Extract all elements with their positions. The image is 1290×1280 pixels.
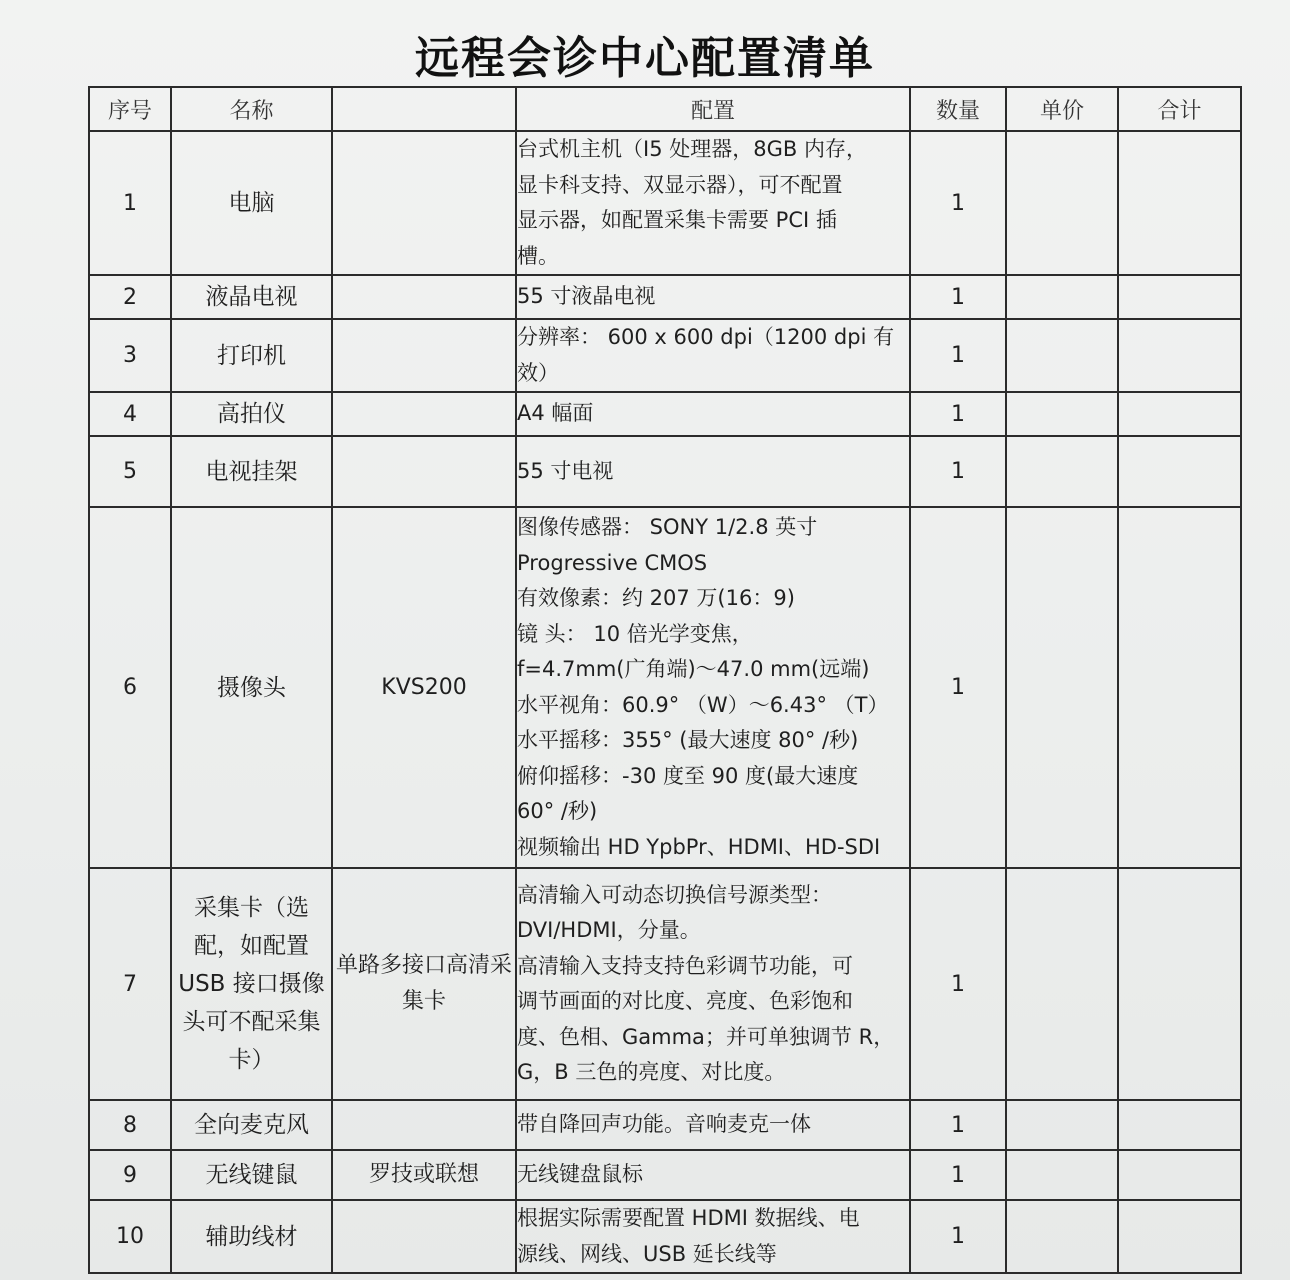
item-model xyxy=(332,275,516,319)
item-unit-price xyxy=(1006,507,1118,868)
table-row xyxy=(89,868,1241,1100)
item-total xyxy=(1118,392,1241,436)
item-config xyxy=(516,436,910,507)
item-unit-price xyxy=(1006,1200,1118,1273)
item-name: 高拍仪 xyxy=(171,392,332,436)
item-config xyxy=(516,275,910,319)
row-number: 2 xyxy=(89,275,171,319)
config-line: 显示器，如配置采集卡需要 PCI 插 xyxy=(517,208,837,232)
table-row xyxy=(89,1200,1241,1273)
item-quantity: 1 xyxy=(910,275,1006,319)
item-quantity: 1 xyxy=(910,392,1006,436)
item-quantity: 1 xyxy=(910,131,1006,275)
item-model xyxy=(332,1200,516,1273)
row-number: 4 xyxy=(89,392,171,436)
item-total xyxy=(1118,275,1241,319)
item-config xyxy=(516,1200,910,1273)
row-number: 10 xyxy=(89,1200,171,1273)
item-name: 摄像头 xyxy=(171,507,332,868)
config-line: 台式机主机（I5 处理器，8GB 内存， xyxy=(517,137,867,161)
config-line: 有效像素：约 207 万(16：9) xyxy=(517,586,795,610)
header-config: 配置 xyxy=(516,87,910,131)
table-row xyxy=(89,275,1241,319)
item-model: 单路多接口高清采集卡 xyxy=(332,868,516,1100)
config-line: 槽。 xyxy=(517,243,559,268)
item-config xyxy=(516,868,910,1100)
row-number: 6 xyxy=(89,507,171,868)
row-number: 1 xyxy=(89,131,171,275)
header-blank xyxy=(332,87,516,131)
table-row xyxy=(89,131,1241,275)
item-name: 电脑 xyxy=(171,131,332,275)
config-line: 调节画面的对比度、亮度、色彩饱和 xyxy=(517,989,853,1013)
config-line: 60° /秒) xyxy=(517,799,598,823)
config-line: 55 寸液晶电视 xyxy=(517,284,656,309)
item-total xyxy=(1118,131,1241,275)
item-unit-price xyxy=(1006,436,1118,507)
item-quantity: 1 xyxy=(910,1200,1006,1273)
item-name: 打印机 xyxy=(171,319,332,392)
table-header-row xyxy=(89,87,1241,131)
document-title: 远程会诊中心配置清单 xyxy=(415,33,875,84)
config-line: 水平视角：60.9° （W）～6.43° （T） xyxy=(517,692,889,717)
row-number: 9 xyxy=(89,1150,171,1200)
item-quantity: 1 xyxy=(910,1100,1006,1150)
row-number: 7 xyxy=(89,868,171,1100)
item-quantity: 1 xyxy=(910,319,1006,392)
item-config xyxy=(516,1150,910,1200)
item-total xyxy=(1118,319,1241,392)
item-unit-price xyxy=(1006,392,1118,436)
config-line: 镜 头： 10 倍光学变焦， xyxy=(517,621,753,646)
item-unit-price xyxy=(1006,319,1118,392)
item-model xyxy=(332,1100,516,1150)
config-line: A4 幅面 xyxy=(517,401,594,426)
config-line: 高清输入可动态切换信号源类型： xyxy=(517,882,832,907)
config-line: 55 寸电视 xyxy=(517,458,614,483)
item-model: 罗技或联想 xyxy=(332,1150,516,1200)
item-total xyxy=(1118,1100,1241,1150)
header-unit-price: 单价 xyxy=(1006,87,1118,131)
item-total xyxy=(1118,1200,1241,1273)
item-quantity: 1 xyxy=(910,507,1006,868)
header-qty: 数量 xyxy=(910,87,1006,131)
item-model xyxy=(332,392,516,436)
config-table xyxy=(88,86,1242,1274)
item-name: 全向麦克风 xyxy=(171,1100,332,1150)
item-total xyxy=(1118,436,1241,507)
row-number: 8 xyxy=(89,1100,171,1150)
item-name: 辅助线材 xyxy=(171,1200,332,1273)
header-name: 名称 xyxy=(171,87,332,131)
config-line: 源线、网线、USB 延长线等 xyxy=(517,1241,777,1266)
table-row xyxy=(89,436,1241,507)
header-total: 合计 xyxy=(1118,87,1241,131)
item-quantity: 1 xyxy=(910,436,1006,507)
header-no: 序号 xyxy=(89,87,171,131)
item-config xyxy=(516,507,910,868)
table-row xyxy=(89,319,1241,392)
item-config xyxy=(516,319,910,392)
config-line: 高清输入支持支持色彩调节功能，可 xyxy=(517,953,853,978)
item-total xyxy=(1118,868,1241,1100)
item-unit-price xyxy=(1006,275,1118,319)
item-unit-price xyxy=(1006,868,1118,1100)
config-line: 分辨率： 600 x 600 dpi（1200 dpi 有 xyxy=(517,325,895,349)
item-config xyxy=(516,1100,910,1150)
table-row xyxy=(89,507,1241,868)
config-line: 效） xyxy=(517,360,559,385)
config-line: 带自降回声功能。音响麦克一体 xyxy=(517,1112,811,1137)
item-model xyxy=(332,131,516,275)
config-line: 根据实际需要配置 HDMI 数据线、电 xyxy=(517,1206,860,1230)
item-model xyxy=(332,436,516,507)
config-line: 显卡科支持、双显示器），可不配置 xyxy=(517,172,843,197)
item-config xyxy=(516,392,910,436)
item-quantity: 1 xyxy=(910,1150,1006,1200)
item-unit-price xyxy=(1006,131,1118,275)
config-line: 水平摇移：355° (最大速度 80° /秒) xyxy=(517,728,859,752)
item-unit-price xyxy=(1006,1100,1118,1150)
table-row xyxy=(89,392,1241,436)
table-row xyxy=(89,1100,1241,1150)
row-number: 3 xyxy=(89,319,171,392)
table-row xyxy=(89,1150,1241,1200)
item-config xyxy=(516,131,910,275)
config-line: 度、色相、Gamma；并可单独调节 R， xyxy=(517,1024,895,1049)
config-line: 视频输出 HD YpbPr、HDMI、HD-SDI xyxy=(517,834,881,859)
item-total xyxy=(1118,1150,1241,1200)
item-unit-price xyxy=(1006,1150,1118,1200)
config-line: f=4.7mm(广角端)～47.0 mm(远端) xyxy=(517,657,870,681)
item-name: 电视挂架 xyxy=(171,436,332,507)
item-name: 液晶电视 xyxy=(171,275,332,319)
row-number: 5 xyxy=(89,436,171,507)
config-line: G，B 三色的亮度、对比度。 xyxy=(517,1060,786,1084)
item-model xyxy=(332,319,516,392)
item-quantity: 1 xyxy=(910,868,1006,1100)
config-line: 图像传感器： SONY 1/2.8 英寸 xyxy=(517,515,818,539)
item-total xyxy=(1118,507,1241,868)
item-name: 采集卡（选配，如配置 USB 接口摄像头可不配采集卡） xyxy=(171,868,332,1100)
config-line: DVI/HDMI，分量。 xyxy=(517,918,701,942)
config-line: Progressive CMOS xyxy=(517,550,708,575)
table-body xyxy=(89,131,1241,1273)
item-name: 无线键鼠 xyxy=(171,1150,332,1200)
config-line: 俯仰摇移：-30 度至 90 度(最大速度 xyxy=(517,763,859,788)
config-line: 无线键盘鼠标 xyxy=(517,1162,643,1187)
item-model: KVS200 xyxy=(332,507,516,868)
